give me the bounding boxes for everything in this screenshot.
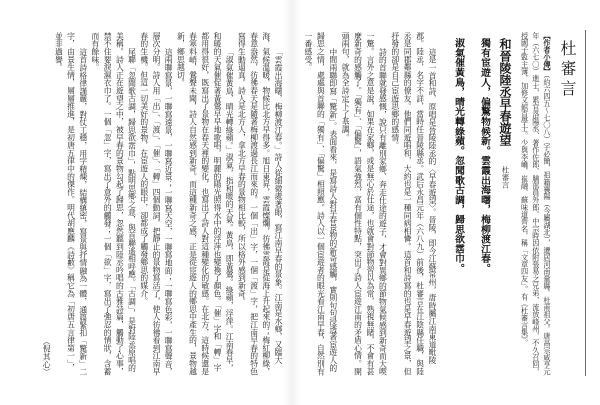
margin-rule [585, 30, 586, 376]
poem-author: 杜審言 [501, 166, 510, 189]
bio-text: （約六四五～七〇八）字必簡，祖籍襄陽（今屬湖北），遷居河南鞏縣。杜甫祖父。唐高宗咸亨元年（六七〇）進士，累官洛陽丞、著作佐郎、膳部員外郎。中宗時因依附張易之兄弟，流放峰州，不久召回，授國子監主簿，加修文館直學士。少與李嶠、崔融、蘇味道齊名，稱「文章四友」。有《杜審言集》。 [520, 32, 552, 376]
commentary-paragraph: 這首詩格律謹嚴，對仗工穩，用字精煉，結構縝密，寫景與抒情融為一體，通篇緊扣「驚新」二字，由景生情，層層推進，是初唐五律中的傑作。明代胡應麟《詩藪》稱它為「初唐五言律第一」，並非過譽。 [54, 32, 88, 376]
commentary-paragraph: 這是一首和詩，原唱是晉陵陸丞的〈早春遊望〉。晉陵，即今江蘇常州，唐時屬江南東道毗陵郡。陸丞，名字不詳，當時任晉陵縣丞。武后永昌元年（六八九）前後，杜審言在江陰縣任職，與陸丞是同郡鄰縣的僚友。他們同遊唱和，大約也是一種同病相憐。這首和詩寫的也是早春遊望之景，但抒發的卻是自己宦遊思鄉的感情。 [390, 32, 437, 376]
poem-title: 和晉陵陸丞早春遊望 [498, 38, 512, 146]
commentary-paragraph: 尾聯「忽聞歌古調，歸思欲霑巾」，點明思鄉之意，與首聯遙相呼應。「古調」，是對陸丞原唱的美稱。詩人正在遊望之中，被早春的景物勾起了歸思，忽然聽到陸丞吟唱的古雅詩篇，觸動了心事，禁不住要淚濕衣巾了。一個「忽」字，寫出了意外的觸發；一個「欲」字，寫出了強忍的情狀，含蓄而有餘味。 [90, 32, 137, 376]
author-bio [519, 32, 553, 376]
commentary-paragraph: 「淑氣催黃鳥，晴光轉綠蘋。」淑氣，指和暖的天氣。黃鳥，即黃鶯。綠蘋，浮萍。江南春早，和暖的天氣催促著黃鶯早早地歌唱，明麗的陽光照得水中的浮萍也變換了顏色。「催」字和「轉」字都用得很好，既寫出了景物在春天裡的變化，也寫出了詩人對這種變化的敏感。在北方，這時候還是春寒料峭，鶯聲未聞，詩人自然感到新奇。而這種新奇之感，正是從宦遊人的鄉思中產生的，景物越新，鄉思越切。 [176, 32, 235, 376]
page-gutter [284, 0, 300, 405]
bio-label: 【作者小傳】 [543, 32, 552, 75]
commentary-paragraph: 這兩聯寫景，一聯寫遠景，一聯寫近景；一聯寫天空，一聯寫地面；一聯寫色彩，一聯寫聲音，層次分明。詩人用「出」、「渡」、「催」、「轉」四個動詞，把靜止的景物寫活了，使人彷彿看到江南早春的生機。但這一切美好的景物，在宦遊人的眼中，卻都成了觸發鄉思的媒介。 [139, 32, 174, 376]
author-heading: 杜審言 [558, 40, 577, 100]
poem-line: 獨有宦遊人，偏驚物候新。雲霞出海曙，梅柳渡江春。 [479, 38, 490, 274]
commentary-byline: （倪其心） [42, 337, 52, 376]
commentary-paragraph: 詩的首聯就發感慨，說只有離別家鄉、奔走仕途的遊子，才會對異鄉的節物氣候感到新奇而大喫一驚。言外之意是說，如果在家鄉，或是無心於仕途，也就會對節物習以為常，熟視無睹，不會有甚麼新奇的感觸了。「獨有」、「偏驚」，語氣強烈，富有個性特點，突出了詩人宦遊江南的矛盾心情。開頭兩句，就為全詩定下了基調。 [341, 32, 388, 376]
commentary-right-page [300, 32, 438, 376]
commentary-paragraph: 中間兩聯即寫「驚新」。表面看來，是寫詩人對早春景物的新奇感觸，實則句句浸透著宦遊人的歸思之情，處處與首聯的「獨有」、「偏驚」相照應。詩人以一個宦遊者的眼光看江南早春，自然別有一番感受。 [303, 32, 338, 376]
poem-line: 淑氣催黃鳥，晴光轉綠蘋。忽聞歌古調，歸思欲霑巾。 [453, 38, 464, 274]
commentary-paragraph: 「雲霞出海曙，梅柳渡江春。」詩人從細微處著眼，寫江南早春的景象。江南是水鄉，又臨大海，氣候溫暖，物候比北方早得多。旭日東昇，雲霞燦爛，彷彿雲霞是從海上升起來的；梅紅柳綠，春意盎然，彷彿春天是隨著梅柳渡過長江而來的。一個「出」字，一個「渡」字，把江南早春的特色寫得生動逼真。詩人是北方人，拿北方早春的景物相比較，所以格外感到新奇。 [237, 32, 283, 376]
commentary-left-page [26, 32, 284, 376]
